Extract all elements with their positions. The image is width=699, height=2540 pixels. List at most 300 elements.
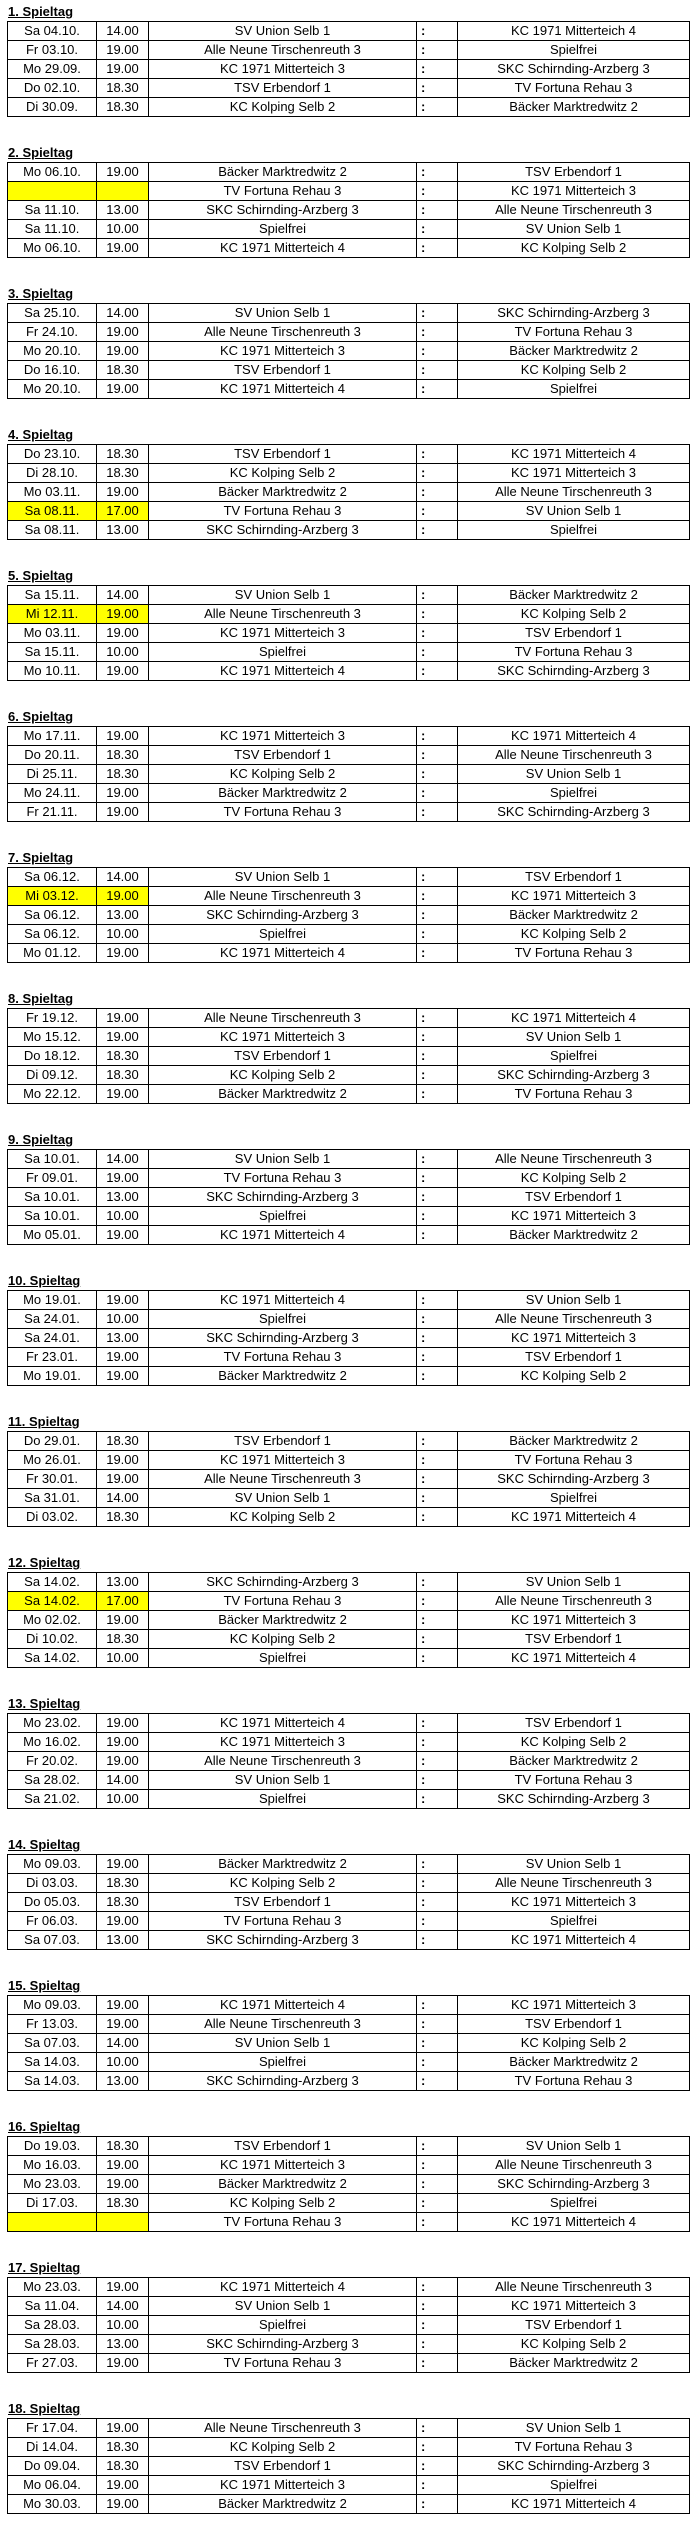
match-row [8, 1714, 690, 1733]
score-separator: : [417, 361, 458, 380]
match-date: Sa 08.11. [8, 502, 97, 521]
away-team: TV Fortuna Rehau 3 [458, 1451, 690, 1470]
away-team: KC 1971 Mitterteich 3 [458, 1611, 690, 1630]
matchday-table [7, 1995, 690, 2091]
matchday-section [7, 1412, 692, 1553]
match-row [8, 2053, 690, 2072]
score-separator: : [417, 944, 458, 963]
score-separator: : [417, 1912, 458, 1931]
matchday-table [7, 444, 690, 540]
match-time: 19.00 [97, 662, 149, 681]
matchday-title: 9. Spieltag [8, 1132, 74, 1147]
match-time: 14.00 [97, 586, 149, 605]
matchday-table [7, 21, 690, 117]
score-separator: : [417, 1085, 458, 1104]
match-row [8, 2316, 690, 2335]
match-row [8, 2072, 690, 2091]
away-team: KC Kolping Selb 2 [458, 1169, 690, 1188]
score-separator: : [417, 784, 458, 803]
match-row [8, 1207, 690, 1226]
match-row [8, 1451, 690, 1470]
match-date: Fr 23.01. [8, 1348, 97, 1367]
matchday-title: 8. Spieltag [8, 991, 74, 1006]
home-team: Spielfrei [149, 2053, 417, 2072]
match-time: 18.30 [97, 1630, 149, 1649]
match-date: Sa 07.03. [8, 1931, 97, 1950]
score-separator: : [417, 2316, 458, 2335]
match-row [8, 182, 690, 201]
away-team: Bäcker Marktredwitz 2 [458, 1226, 690, 1245]
match-row [8, 1790, 690, 1809]
match-time: 13.00 [97, 1188, 149, 1207]
away-team: Spielfrei [458, 1047, 690, 1066]
home-team: KC Kolping Selb 2 [149, 464, 417, 483]
score-separator: : [417, 1508, 458, 1527]
match-row [8, 868, 690, 887]
home-team: TV Fortuna Rehau 3 [149, 2354, 417, 2373]
score-separator: : [417, 1893, 458, 1912]
score-separator: : [417, 1649, 458, 1668]
matchday-title: 5. Spieltag [8, 568, 74, 583]
match-date: Do 09.04. [8, 2457, 97, 2476]
score-separator: : [417, 502, 458, 521]
home-team: SV Union Selb 1 [149, 2034, 417, 2053]
match-date: Mo 15.12. [8, 1028, 97, 1047]
home-team: KC Kolping Selb 2 [149, 1874, 417, 1893]
match-date: Do 19.03. [8, 2137, 97, 2156]
match-date: Do 29.01. [8, 1432, 97, 1451]
score-separator: : [417, 2354, 458, 2373]
match-row [8, 1348, 690, 1367]
home-team: KC 1971 Mitterteich 4 [149, 1996, 417, 2015]
away-team: SKC Schirnding-Arzberg 3 [458, 803, 690, 822]
home-team: SV Union Selb 1 [149, 868, 417, 887]
home-team: TSV Erbendorf 1 [149, 2457, 417, 2476]
match-time: 13.00 [97, 2335, 149, 2354]
home-team: Alle Neune Tirschenreuth 3 [149, 323, 417, 342]
match-row [8, 906, 690, 925]
away-team: KC 1971 Mitterteich 3 [458, 1329, 690, 1348]
away-team: TV Fortuna Rehau 3 [458, 2438, 690, 2457]
matchday-table [7, 726, 690, 822]
home-team: Spielfrei [149, 1790, 417, 1809]
match-time: 18.30 [97, 2137, 149, 2156]
match-time: 18.30 [97, 445, 149, 464]
home-team: KC 1971 Mitterteich 4 [149, 239, 417, 258]
matchday-section [7, 707, 692, 848]
match-time: 19.00 [97, 1028, 149, 1047]
score-separator: : [417, 201, 458, 220]
match-time: 13.00 [97, 1931, 149, 1950]
matchday-section [7, 2258, 692, 2399]
match-date: Do 16.10. [8, 361, 97, 380]
home-team: Bäcker Marktredwitz 2 [149, 1611, 417, 1630]
match-date: Mo 23.02. [8, 1714, 97, 1733]
away-team: KC Kolping Selb 2 [458, 361, 690, 380]
away-team: KC 1971 Mitterteich 4 [458, 445, 690, 464]
score-separator: : [417, 2156, 458, 2175]
score-separator: : [417, 1066, 458, 1085]
match-time: 19.00 [97, 2354, 149, 2373]
match-date: Do 02.10. [8, 79, 97, 98]
match-time: 18.30 [97, 1893, 149, 1912]
match-time: 19.00 [97, 1451, 149, 1470]
score-separator: : [417, 1489, 458, 1508]
match-row [8, 380, 690, 399]
match-date: Mo 19.01. [8, 1291, 97, 1310]
home-team: SV Union Selb 1 [149, 2297, 417, 2316]
match-time: 19.00 [97, 1611, 149, 1630]
away-team: TV Fortuna Rehau 3 [458, 2072, 690, 2091]
score-separator: : [417, 1310, 458, 1329]
match-row [8, 1489, 690, 1508]
score-separator: : [417, 925, 458, 944]
away-team: TV Fortuna Rehau 3 [458, 1085, 690, 1104]
away-team: TV Fortuna Rehau 3 [458, 944, 690, 963]
match-date: Sa 10.01. [8, 1150, 97, 1169]
matchday-section [7, 1694, 692, 1835]
match-time [97, 182, 149, 201]
home-team: KC 1971 Mitterteich 4 [149, 2278, 417, 2297]
home-team: Bäcker Marktredwitz 2 [149, 2175, 417, 2194]
home-team: KC 1971 Mitterteich 4 [149, 380, 417, 399]
away-team: Bäcker Marktredwitz 2 [458, 586, 690, 605]
away-team: Bäcker Marktredwitz 2 [458, 906, 690, 925]
match-date: Mo 01.12. [8, 944, 97, 963]
match-row [8, 361, 690, 380]
match-date: Sa 14.02. [8, 1573, 97, 1592]
match-row [8, 1733, 690, 1752]
match-date: Fr 27.03. [8, 2354, 97, 2373]
match-time: 10.00 [97, 1790, 149, 1809]
match-date: Mo 23.03. [8, 2278, 97, 2297]
matchday-section [7, 989, 692, 1130]
away-team: SV Union Selb 1 [458, 1573, 690, 1592]
match-date: Sa 06.12. [8, 868, 97, 887]
match-time: 19.00 [97, 1996, 149, 2015]
score-separator: : [417, 2419, 458, 2438]
match-row [8, 1611, 690, 1630]
match-date: Sa 24.01. [8, 1310, 97, 1329]
home-team: KC 1971 Mitterteich 4 [149, 1291, 417, 1310]
match-time: 19.00 [97, 342, 149, 361]
matchday-title: 13. Spieltag [8, 1696, 81, 1711]
score-separator: : [417, 98, 458, 117]
match-date: Sa 14.03. [8, 2072, 97, 2091]
home-team: SKC Schirnding-Arzberg 3 [149, 1931, 417, 1950]
away-team: KC Kolping Selb 2 [458, 239, 690, 258]
score-separator: : [417, 2457, 458, 2476]
score-separator: : [417, 182, 458, 201]
score-separator: : [417, 1207, 458, 1226]
match-row [8, 304, 690, 323]
matchday-section [7, 848, 692, 989]
match-time: 18.30 [97, 1874, 149, 1893]
matchday-section [7, 2, 692, 143]
matchday-section [7, 284, 692, 425]
match-date: Di 03.02. [8, 1508, 97, 1527]
match-time: 14.00 [97, 2034, 149, 2053]
score-separator: : [417, 1611, 458, 1630]
match-time: 19.00 [97, 2476, 149, 2495]
match-time: 19.00 [97, 803, 149, 822]
match-date [8, 2213, 97, 2232]
match-row [8, 2354, 690, 2373]
home-team: Bäcker Marktredwitz 2 [149, 784, 417, 803]
matchday-title: 12. Spieltag [8, 1555, 81, 1570]
home-team: KC 1971 Mitterteich 3 [149, 624, 417, 643]
home-team: Alle Neune Tirschenreuth 3 [149, 1009, 417, 1028]
match-date: Mo 06.10. [8, 163, 97, 182]
away-team: SV Union Selb 1 [458, 1291, 690, 1310]
match-date: Mo 17.11. [8, 727, 97, 746]
score-separator: : [417, 1630, 458, 1649]
match-time: 19.00 [97, 2015, 149, 2034]
score-separator: : [417, 1432, 458, 1451]
match-time: 13.00 [97, 201, 149, 220]
match-time: 19.00 [97, 1009, 149, 1028]
match-date: Fr 03.10. [8, 41, 97, 60]
match-date: Di 28.10. [8, 464, 97, 483]
match-time: 19.00 [97, 239, 149, 258]
home-team: Alle Neune Tirschenreuth 3 [149, 2419, 417, 2438]
away-team: SKC Schirnding-Arzberg 3 [458, 304, 690, 323]
home-team: TSV Erbendorf 1 [149, 2137, 417, 2156]
home-team: Spielfrei [149, 1310, 417, 1329]
match-time: 14.00 [97, 1489, 149, 1508]
score-separator: : [417, 1874, 458, 1893]
match-date: Sa 11.10. [8, 201, 97, 220]
away-team: KC 1971 Mitterteich 3 [458, 1207, 690, 1226]
match-date: Mo 06.04. [8, 2476, 97, 2495]
score-separator: : [417, 342, 458, 361]
home-team: SV Union Selb 1 [149, 22, 417, 41]
match-row [8, 2194, 690, 2213]
match-time [97, 2213, 149, 2232]
home-team: Bäcker Marktredwitz 2 [149, 1367, 417, 1386]
home-team: SV Union Selb 1 [149, 1489, 417, 1508]
match-time: 19.00 [97, 1085, 149, 1104]
away-team: Bäcker Marktredwitz 2 [458, 342, 690, 361]
match-time: 19.00 [97, 727, 149, 746]
match-date: Di 03.03. [8, 1874, 97, 1893]
score-separator: : [417, 2137, 458, 2156]
match-row [8, 2476, 690, 2495]
match-row [8, 1085, 690, 1104]
away-team: KC 1971 Mitterteich 3 [458, 182, 690, 201]
match-time: 19.00 [97, 624, 149, 643]
match-time: 10.00 [97, 925, 149, 944]
score-separator: : [417, 1592, 458, 1611]
score-separator: : [417, 887, 458, 906]
match-date: Mo 22.12. [8, 1085, 97, 1104]
away-team: TSV Erbendorf 1 [458, 1714, 690, 1733]
match-time: 19.00 [97, 887, 149, 906]
match-time: 17.00 [97, 1592, 149, 1611]
match-time: 19.00 [97, 1752, 149, 1771]
matchday-title: 2. Spieltag [8, 145, 74, 160]
away-team: KC Kolping Selb 2 [458, 1367, 690, 1386]
home-team: Alle Neune Tirschenreuth 3 [149, 887, 417, 906]
home-team: KC 1971 Mitterteich 3 [149, 1451, 417, 1470]
match-date: Mo 30.03. [8, 2495, 97, 2514]
home-team: TV Fortuna Rehau 3 [149, 1592, 417, 1611]
match-row [8, 1329, 690, 1348]
match-date: Mo 05.01. [8, 1226, 97, 1245]
home-team: Alle Neune Tirschenreuth 3 [149, 41, 417, 60]
matchday-section [7, 425, 692, 566]
match-time: 18.30 [97, 1047, 149, 1066]
matchday-table [7, 2418, 690, 2514]
match-date: Mi 12.11. [8, 605, 97, 624]
match-row [8, 1009, 690, 1028]
match-date: Sa 06.12. [8, 906, 97, 925]
match-row [8, 79, 690, 98]
match-row [8, 1630, 690, 1649]
match-time: 18.30 [97, 2194, 149, 2213]
match-date: Sa 25.10. [8, 304, 97, 323]
score-separator: : [417, 765, 458, 784]
away-team: KC 1971 Mitterteich 3 [458, 1996, 690, 2015]
match-date: Mo 20.10. [8, 380, 97, 399]
score-separator: : [417, 662, 458, 681]
match-date: Fr 20.02. [8, 1752, 97, 1771]
match-row [8, 605, 690, 624]
score-separator: : [417, 586, 458, 605]
home-team: TSV Erbendorf 1 [149, 361, 417, 380]
away-team: SV Union Selb 1 [458, 502, 690, 521]
home-team: Spielfrei [149, 1207, 417, 1226]
score-separator: : [417, 2476, 458, 2495]
score-separator: : [417, 1733, 458, 1752]
match-row [8, 2213, 690, 2232]
away-team: SV Union Selb 1 [458, 220, 690, 239]
away-team: Spielfrei [458, 41, 690, 60]
matchday-table [7, 2136, 690, 2232]
match-date: Mo 23.03. [8, 2175, 97, 2194]
match-row [8, 220, 690, 239]
match-time: 14.00 [97, 22, 149, 41]
home-team: TSV Erbendorf 1 [149, 1047, 417, 1066]
match-time: 14.00 [97, 304, 149, 323]
home-team: TSV Erbendorf 1 [149, 79, 417, 98]
match-date: Sa 28.03. [8, 2316, 97, 2335]
home-team: Alle Neune Tirschenreuth 3 [149, 1470, 417, 1489]
match-row [8, 22, 690, 41]
match-row [8, 1470, 690, 1489]
home-team: KC Kolping Selb 2 [149, 1630, 417, 1649]
score-separator: : [417, 163, 458, 182]
match-row [8, 445, 690, 464]
match-row [8, 662, 690, 681]
away-team: SV Union Selb 1 [458, 2419, 690, 2438]
match-date: Sa 14.02. [8, 1649, 97, 1668]
match-row [8, 2297, 690, 2316]
matchday-table [7, 2277, 690, 2373]
match-time: 10.00 [97, 643, 149, 662]
score-separator: : [417, 521, 458, 540]
match-time: 19.00 [97, 1714, 149, 1733]
away-team: Bäcker Marktredwitz 2 [458, 2354, 690, 2373]
match-row [8, 2175, 690, 2194]
match-row [8, 624, 690, 643]
match-date: Di 17.03. [8, 2194, 97, 2213]
match-date: Sa 08.11. [8, 521, 97, 540]
match-date [8, 182, 97, 201]
home-team: Bäcker Marktredwitz 2 [149, 1085, 417, 1104]
matchday-title: 15. Spieltag [8, 1978, 81, 1993]
match-row [8, 727, 690, 746]
matchday-section [7, 1835, 692, 1976]
score-separator: : [417, 2034, 458, 2053]
away-team: KC 1971 Mitterteich 3 [458, 1893, 690, 1912]
away-team: SKC Schirnding-Arzberg 3 [458, 1066, 690, 1085]
match-row [8, 239, 690, 258]
match-time: 19.00 [97, 944, 149, 963]
matchday-title: 16. Spieltag [8, 2119, 81, 2134]
home-team: KC Kolping Selb 2 [149, 765, 417, 784]
matchday-title: 18. Spieltag [8, 2401, 81, 2416]
home-team: Bäcker Marktredwitz 2 [149, 483, 417, 502]
match-date: Sa 11.10. [8, 220, 97, 239]
match-time: 18.30 [97, 2438, 149, 2457]
match-date: Sa 07.03. [8, 2034, 97, 2053]
away-team: TV Fortuna Rehau 3 [458, 323, 690, 342]
home-team: TV Fortuna Rehau 3 [149, 2213, 417, 2232]
away-team: SKC Schirnding-Arzberg 3 [458, 1470, 690, 1489]
matchday-table [7, 162, 690, 258]
match-row [8, 201, 690, 220]
away-team: SV Union Selb 1 [458, 2137, 690, 2156]
match-row [8, 2457, 690, 2476]
match-time: 18.30 [97, 79, 149, 98]
match-date: Do 20.11. [8, 746, 97, 765]
home-team: KC 1971 Mitterteich 4 [149, 944, 417, 963]
match-row [8, 483, 690, 502]
home-team: SKC Schirnding-Arzberg 3 [149, 1188, 417, 1207]
score-separator: : [417, 2194, 458, 2213]
home-team: KC Kolping Selb 2 [149, 1508, 417, 1527]
home-team: TV Fortuna Rehau 3 [149, 1348, 417, 1367]
match-row [8, 1047, 690, 1066]
home-team: KC 1971 Mitterteich 3 [149, 2156, 417, 2175]
away-team: Alle Neune Tirschenreuth 3 [458, 746, 690, 765]
match-date: Sa 14.03. [8, 2053, 97, 2072]
matchday-title: 7. Spieltag [8, 850, 74, 865]
match-row [8, 1649, 690, 1668]
home-team: KC 1971 Mitterteich 3 [149, 1028, 417, 1047]
match-row [8, 925, 690, 944]
match-date: Sa 15.11. [8, 643, 97, 662]
away-team: TV Fortuna Rehau 3 [458, 643, 690, 662]
match-row [8, 1752, 690, 1771]
match-row [8, 2015, 690, 2034]
score-separator: : [417, 22, 458, 41]
away-team: Alle Neune Tirschenreuth 3 [458, 483, 690, 502]
match-date: Di 30.09. [8, 98, 97, 117]
score-separator: : [417, 1329, 458, 1348]
home-team: KC Kolping Selb 2 [149, 1066, 417, 1085]
away-team: Spielfrei [458, 521, 690, 540]
score-separator: : [417, 1028, 458, 1047]
match-time: 10.00 [97, 1310, 149, 1329]
away-team: Bäcker Marktredwitz 2 [458, 2053, 690, 2072]
match-row [8, 502, 690, 521]
match-row [8, 1508, 690, 1527]
match-date: Mo 29.09. [8, 60, 97, 79]
match-date: Fr 30.01. [8, 1470, 97, 1489]
match-row [8, 643, 690, 662]
